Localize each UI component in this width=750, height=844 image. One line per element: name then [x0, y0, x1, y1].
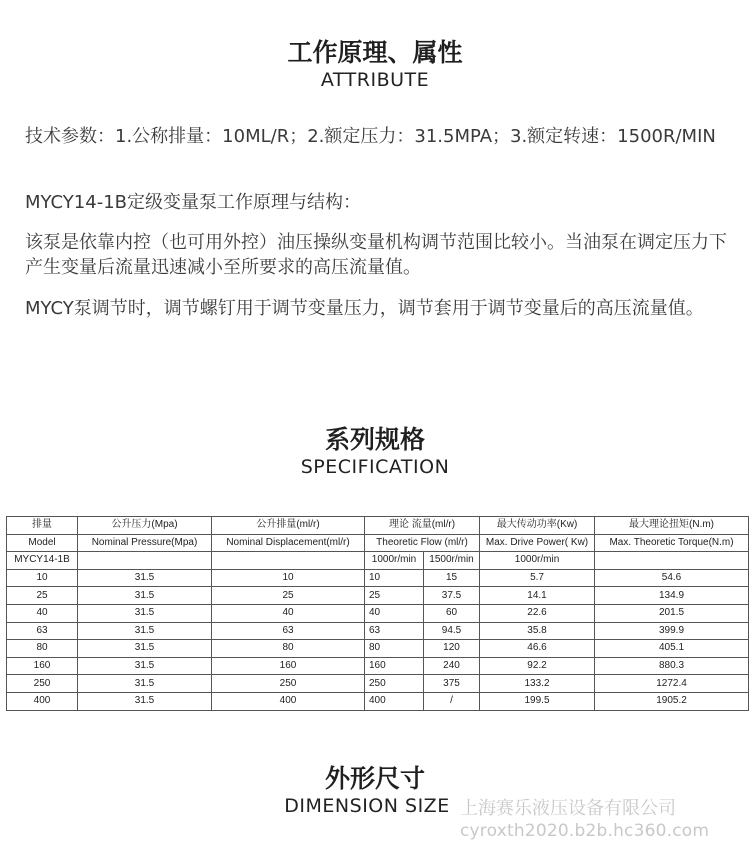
table-cell: 160 [212, 657, 365, 675]
speed-cell: 1500r/min [424, 552, 480, 570]
specification-title: 系列规格 [324, 425, 425, 454]
speed-cell: 1000r/min [480, 552, 595, 570]
table-cell: 160 [7, 657, 78, 675]
table-cell: 37.5 [424, 587, 480, 605]
table-cell: 250 [365, 675, 424, 693]
table-cell: 399.9 [595, 622, 749, 640]
specification-subtitle: SPECIFICATION [300, 456, 450, 478]
header-row-en [7, 534, 749, 552]
table-cell: 46.6 [480, 640, 595, 658]
table-cell: 880.3 [595, 657, 749, 675]
watermark-company: 上海赛乐液压设备有限公司 [460, 798, 676, 819]
table-cell: 25 [365, 587, 424, 605]
table-row [7, 604, 749, 622]
table-cell: 400 [365, 692, 424, 710]
empty-cell [212, 552, 365, 570]
table-cell: 40 [7, 604, 78, 622]
header-en-cell: Max. Theoretic Torque(N.m) [595, 534, 749, 552]
table-cell: 80 [365, 640, 424, 658]
table-cell: 250 [212, 675, 365, 693]
table-cell: 25 [212, 587, 365, 605]
table-cell: 92.2 [480, 657, 595, 675]
table-cell: 133.2 [480, 675, 595, 693]
dimension-title: 外形尺寸 [324, 764, 425, 793]
table-cell: 31.5 [78, 692, 212, 710]
table-cell: 240 [424, 657, 480, 675]
table-row [7, 692, 749, 710]
adjustment-paragraph: MYCY泵调节时，调节螺钉用于调节变量压力，调节套用于调节变量后的高压流量值。 [25, 298, 704, 319]
table-cell: 375 [424, 675, 480, 693]
header-cn-cell: 最大传动功率(Kw) [480, 517, 595, 535]
table-cell: 10 [212, 569, 365, 587]
table-cell: 5.7 [480, 569, 595, 587]
table-cell: 22.6 [480, 604, 595, 622]
table-cell: 160 [365, 657, 424, 675]
table-cell: 31.5 [78, 587, 212, 605]
attribute-subtitle: ATTRIBUTE [320, 69, 430, 91]
principle-paragraph: 该泵是依靠内控（也可用外控）油压操纵变量机构调节范围比较小。当油泵在调定压力下产生变量后流量迅速减小至所要求的高压流量值。 [25, 232, 727, 278]
header-cn-cell: 最大理论扭矩(N.m) [595, 517, 749, 535]
header-row-sub [7, 552, 749, 570]
watermark-url: cyroxth2020.b2b.hc360.com [460, 821, 710, 841]
table-row [7, 675, 749, 693]
table-cell: 10 [7, 569, 78, 587]
table-cell: 201.5 [595, 604, 749, 622]
empty-cell [595, 552, 749, 570]
header-en-cell: Theoretic Flow (ml/r) [365, 534, 480, 552]
header-en-cell: Nominal Pressure(Mpa) [78, 534, 212, 552]
table-cell: 31.5 [78, 657, 212, 675]
table-cell: 31.5 [78, 604, 212, 622]
table-cell: 40 [365, 604, 424, 622]
table-cell: 31.5 [78, 622, 212, 640]
table-cell: / [424, 692, 480, 710]
header-cn-cell: 公升压力(Mpa) [78, 517, 212, 535]
table-row [7, 640, 749, 658]
tech-params-paragraph: 技术参数：1.公称排量：10ML/R；2.额定压力：31.5MPA；3.额定转速：1500R/MIN [25, 126, 716, 147]
table-row [7, 622, 749, 640]
table-cell: 120 [424, 640, 480, 658]
table-cell: 63 [365, 622, 424, 640]
header-cn-cell: 排量 [7, 517, 78, 535]
table-cell: 31.5 [78, 569, 212, 587]
table-cell: 1905.2 [595, 692, 749, 710]
empty-cell [78, 552, 212, 570]
attribute-title: 工作原理、属性 [287, 38, 463, 67]
table-cell: 405.1 [595, 640, 749, 658]
table-row [7, 569, 749, 587]
table-cell: 63 [7, 622, 78, 640]
table-cell: 35.8 [480, 622, 595, 640]
table-cell: 250 [7, 675, 78, 693]
table-cell: 15 [424, 569, 480, 587]
header-en-cell: Nominal Displacement(ml/r) [212, 534, 365, 552]
speed-cell: 1000r/min [365, 552, 424, 570]
table-cell: 199.5 [480, 692, 595, 710]
table-row [7, 657, 749, 675]
spec-table-body [7, 517, 749, 711]
structure-heading-paragraph: MYCY14-1B定级变量泵工作原理与结构： [25, 192, 361, 213]
table-cell: 1272.4 [595, 675, 749, 693]
table-cell: 134.9 [595, 587, 749, 605]
specification-table [6, 516, 749, 711]
table-cell: 400 [7, 692, 78, 710]
header-cn-cell: 公升排量(ml/r) [212, 517, 365, 535]
watermark [460, 798, 750, 842]
table-cell: 63 [212, 622, 365, 640]
table-cell: 31.5 [78, 640, 212, 658]
model-name-cell: MYCY14-1B [7, 552, 78, 570]
header-row-cn [7, 517, 749, 535]
table-cell: 80 [212, 640, 365, 658]
table-cell: 25 [7, 587, 78, 605]
header-en-cell: Max. Drive Power( Kw) [480, 534, 595, 552]
table-cell: 80 [7, 640, 78, 658]
table-cell: 31.5 [78, 675, 212, 693]
table-cell: 54.6 [595, 569, 749, 587]
header-cn-cell: 理论 流量(ml/r) [365, 517, 480, 535]
table-cell: 10 [365, 569, 424, 587]
table-row [7, 587, 749, 605]
table-cell: 400 [212, 692, 365, 710]
table-cell: 94.5 [424, 622, 480, 640]
table-cell: 60 [424, 604, 480, 622]
table-cell: 14.1 [480, 587, 595, 605]
table-cell: 40 [212, 604, 365, 622]
dimension-subtitle: DIMENSION SIZE [284, 795, 450, 817]
header-en-cell: Model [7, 534, 78, 552]
